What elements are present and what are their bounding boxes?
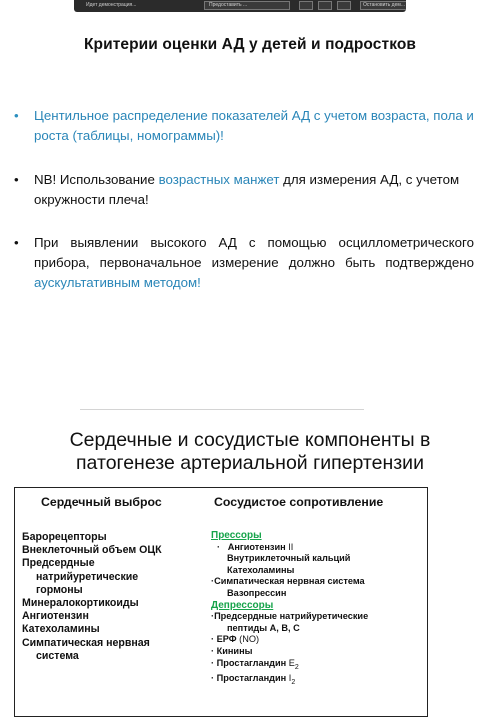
list-item: · ЕРФ (NO) bbox=[211, 634, 260, 645]
list-item: Внутриклеточный кальций bbox=[227, 553, 351, 564]
list-item: система bbox=[36, 649, 79, 662]
list-item: гормоны bbox=[36, 583, 83, 596]
list-item: Симпатическая нервная bbox=[22, 636, 150, 649]
list-item: · Кинины bbox=[211, 645, 253, 656]
bullet-3-text: При выявлении высокого АД с помощью осциллометрического прибора, первоначальное измерение должно быть подтверждено аускультативным методом! bbox=[34, 235, 474, 290]
slide1-title: Критерии оценки АД у детей и подростков bbox=[83, 36, 417, 53]
highlight-text: аускультативным методом! bbox=[34, 275, 201, 290]
list-item: Вазопрессин bbox=[227, 587, 287, 598]
cardiac-output-list bbox=[22, 531, 162, 663]
toolbar-status-text: Идет демонстрация... bbox=[86, 2, 137, 8]
list-item: Ангиотензин bbox=[22, 610, 89, 623]
slide2-title-line2: патогенезе артериальной гипертензии bbox=[76, 452, 424, 474]
toolbar-icon-button-3[interactable] bbox=[337, 1, 351, 10]
stop-demo-label: Остановить дем... bbox=[363, 2, 405, 8]
bullet-1-text: Центильное распределение показателей АД с учетом возраста, пола и роста (таблицы, номограммы)! bbox=[34, 108, 474, 143]
toolbar-icon-button-2[interactable] bbox=[318, 1, 332, 10]
slide2-title-line1: Сердечные и сосудистые компоненты в bbox=[69, 429, 431, 451]
bullet-3 bbox=[14, 233, 474, 293]
toolbar-icon-button-1[interactable] bbox=[299, 1, 313, 10]
list-item: натрийуретические bbox=[36, 570, 139, 583]
list-item: · Простагландин $E_2$ bbox=[211, 657, 299, 671]
list-item: Минералокортикоиды bbox=[22, 597, 139, 610]
bullet-dot: • bbox=[14, 108, 19, 123]
stop-demo-button[interactable] bbox=[360, 1, 406, 10]
bullet-dot: • bbox=[14, 172, 19, 187]
list-item: Внеклеточный объем ОЦК bbox=[22, 544, 162, 557]
bullet-2 bbox=[14, 170, 474, 210]
list-item: Предсердные bbox=[22, 557, 95, 570]
present-button-label: Предоставить ... bbox=[209, 2, 248, 8]
slide2-title bbox=[0, 429, 500, 475]
bullet-dot: • bbox=[14, 235, 19, 250]
present-button[interactable] bbox=[204, 1, 290, 10]
pressors-label: Прессоры bbox=[211, 530, 262, 541]
list-item: Барорецепторы bbox=[22, 531, 107, 543]
list-item: ·Предсердные натрийуретические bbox=[211, 611, 369, 622]
col-header-cardiac-output: Сердечный выброс bbox=[41, 495, 162, 509]
slide-divider bbox=[80, 409, 364, 410]
bullet-1 bbox=[14, 106, 474, 146]
list-item: Катехоламины bbox=[22, 623, 100, 636]
depressors-label: Депрессоры bbox=[211, 599, 274, 611]
list-item: · Ангиотензин II bbox=[217, 541, 294, 552]
list-item: Катехоламины bbox=[227, 564, 295, 575]
list-item: ·Симпатическая нервная система bbox=[211, 576, 365, 587]
bullet-2-text: NB! Использование возрастных манжет для измерения АД, с учетом окружности плеча! bbox=[34, 172, 460, 207]
col-header-vascular-resistance: Сосудистое сопротивление bbox=[214, 495, 384, 509]
vascular-resistance-list bbox=[211, 530, 368, 688]
list-item: пептиды А, В, С bbox=[227, 622, 300, 633]
highlight-text: возрастных манжет bbox=[158, 172, 280, 187]
screen-share-toolbar bbox=[74, 0, 406, 12]
components-table bbox=[14, 487, 428, 717]
list-item: · Простагландин $I_2$ bbox=[211, 672, 296, 686]
